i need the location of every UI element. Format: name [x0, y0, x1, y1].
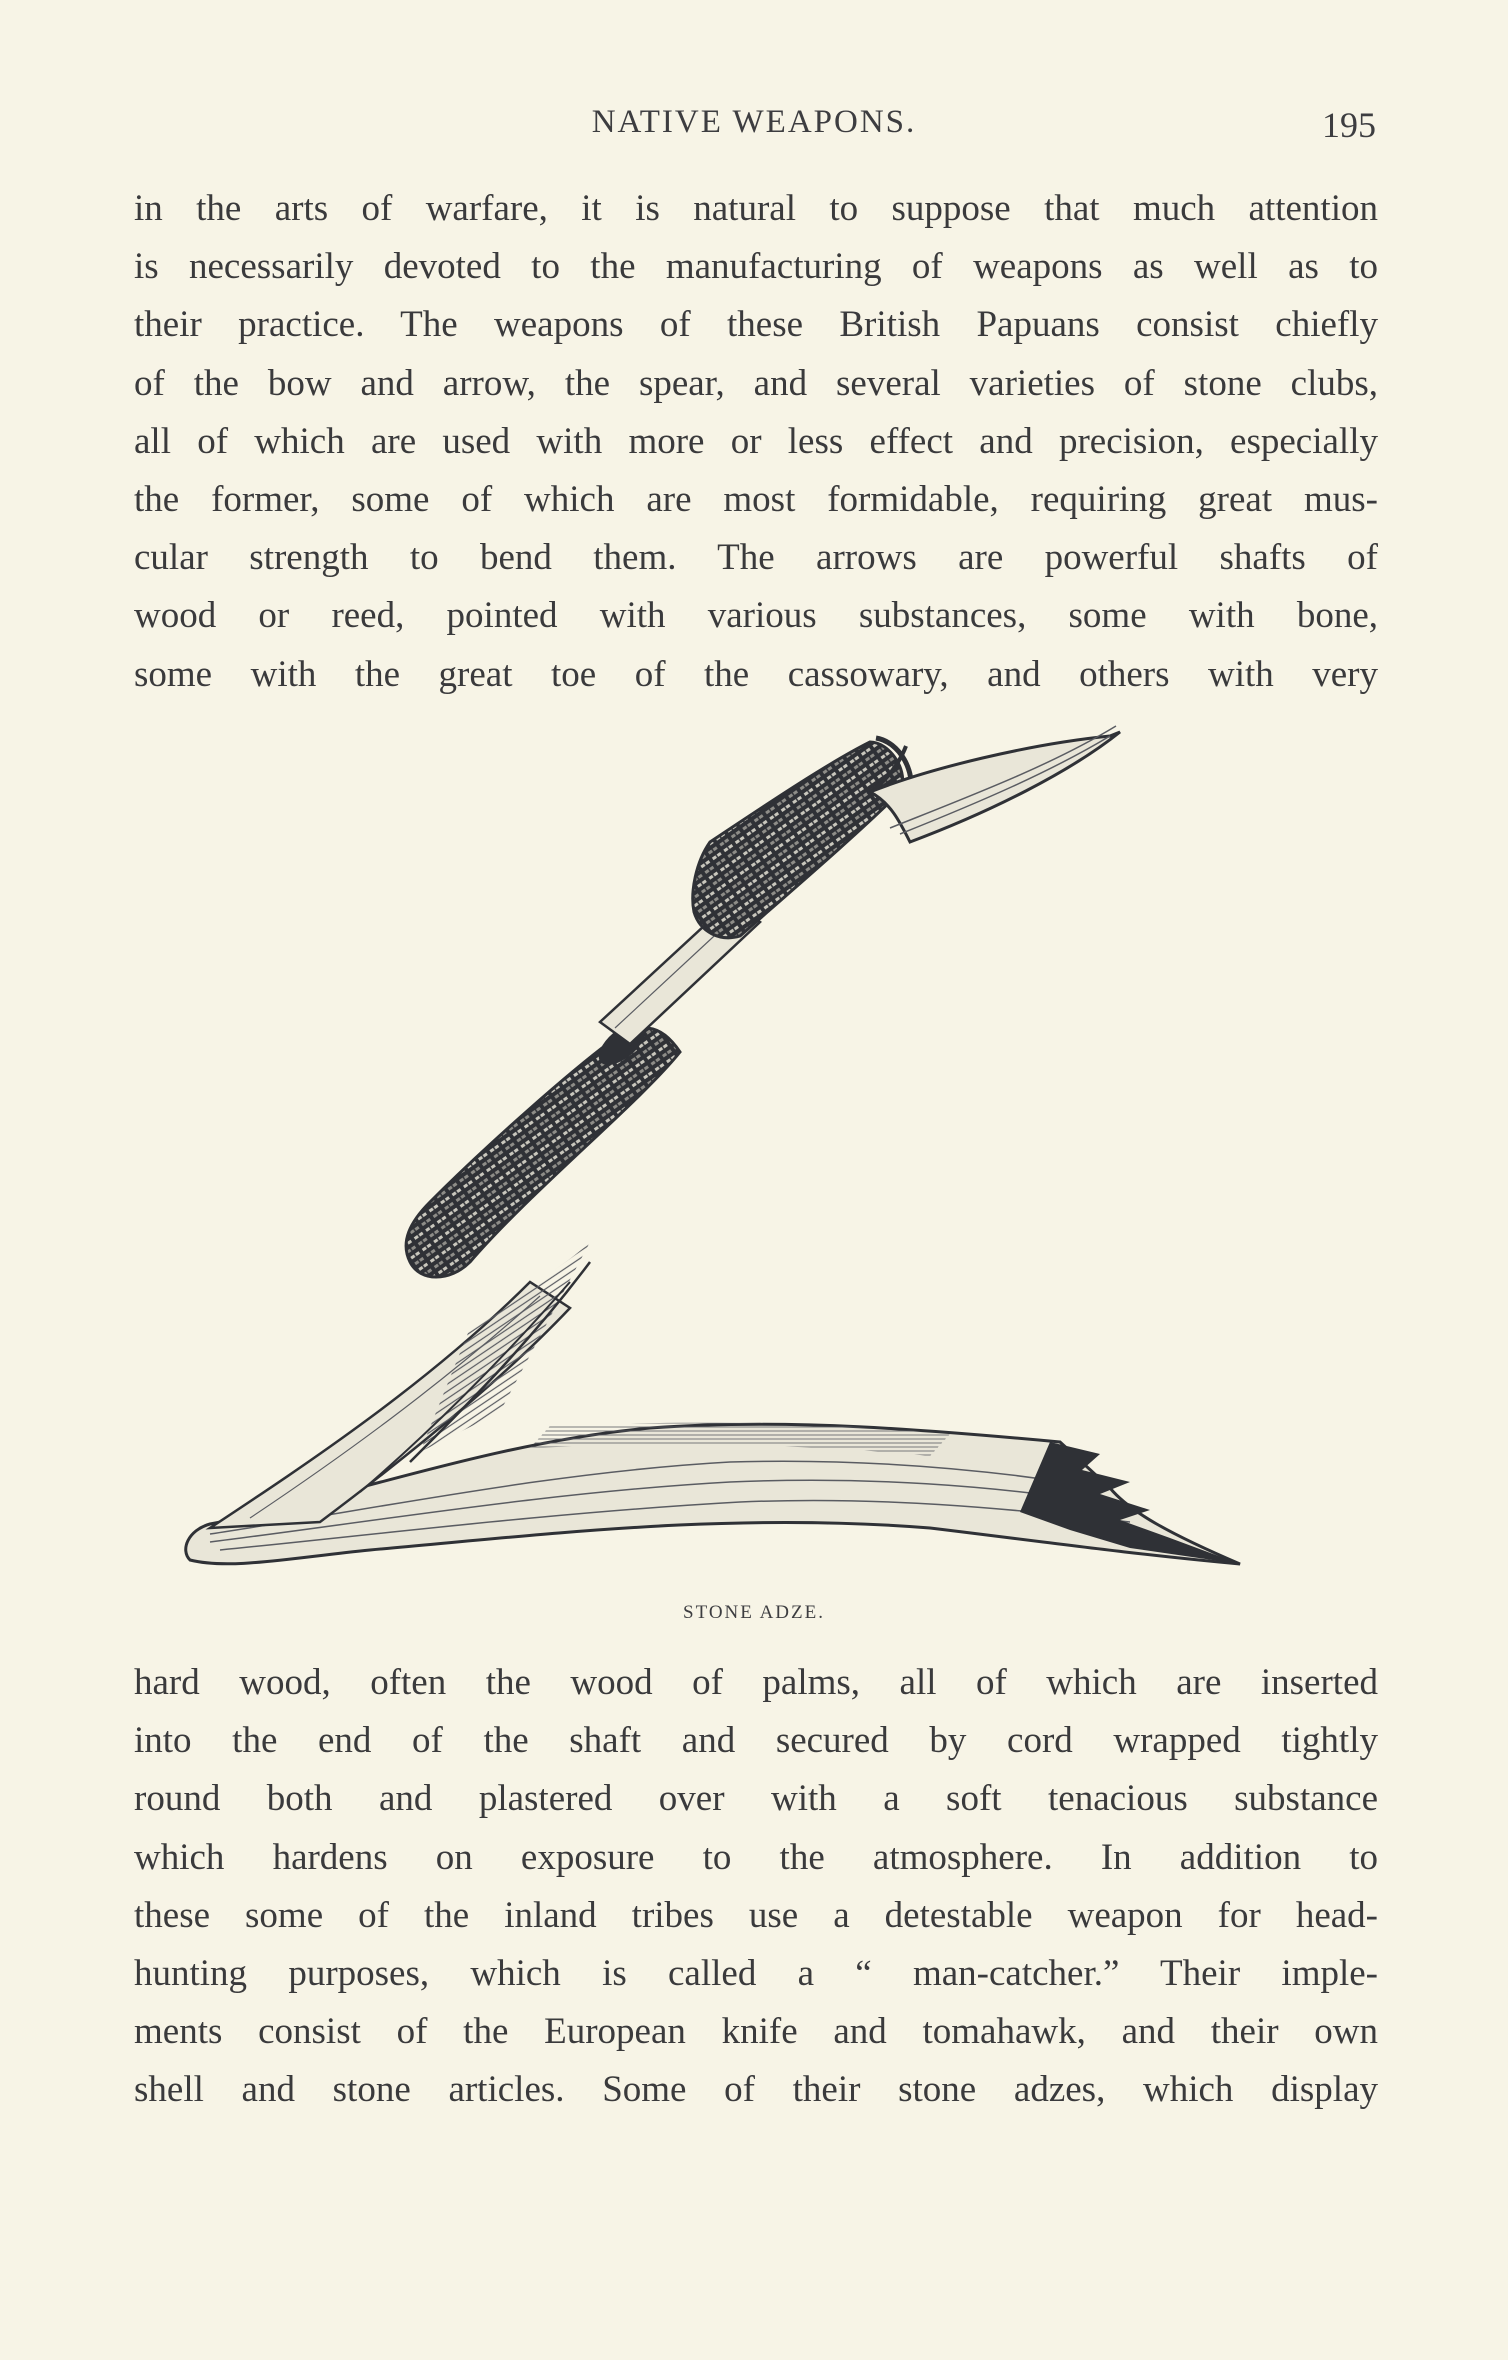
upper-binding: [693, 738, 911, 938]
text-line: which hardens on exposure to the atmosphere. In addition to: [134, 1836, 1378, 1878]
running-head: NATIVE WEAPONS.: [591, 104, 917, 140]
figure-caption: STONE ADZE.: [683, 1602, 825, 1623]
lower-binding: [406, 1015, 680, 1277]
page-number: 195: [1322, 105, 1376, 145]
text-line: the former, some of which are most formidable, requiring great mus-: [134, 479, 1378, 521]
text-line: hard wood, often the wood of palms, all of which are inserted: [134, 1662, 1378, 1703]
paragraph-top: [134, 180, 1378, 704]
stone-adze-engraving: [170, 722, 1270, 1602]
text-line: some with the great toe of the cassowary, and others with very: [134, 653, 1378, 695]
text-line: ments consist of the European knife and tomahawk, and their own: [134, 2011, 1378, 2053]
text-line: cular strength to bend them. The arrows are powerful shafts of: [134, 537, 1378, 579]
text-line: these some of the inland tribes use a detestable weapon for head-: [134, 1894, 1378, 1936]
stone-adze-illustration: [170, 722, 1270, 1602]
text-line: shell and stone articles. Some of their stone adzes, which display: [134, 2069, 1378, 2111]
stone-blade: [870, 726, 1120, 842]
text-line: of the bow and arrow, the spear, and several varieties of stone clubs,: [134, 362, 1378, 404]
text-line: into the end of the shaft and secured by cord wrapped tightly: [134, 1720, 1378, 1762]
text-line: round both and plastered over with a soft tenacious substance: [134, 1778, 1378, 1820]
text-line: hunting purposes, which is called a “ man-catcher.” Their imple-: [134, 1953, 1378, 1995]
text-line: in the arts of warfare, it is natural to suppose that much attention: [134, 188, 1378, 229]
text-line: is necessarily devoted to the manufacturing of weapons as well as to: [134, 246, 1378, 288]
text-line: wood or reed, pointed with various substances, some with bone,: [134, 595, 1378, 637]
text-line: all of which are used with more or less effect and precision, especially: [134, 420, 1378, 462]
paragraph-bottom: [134, 1654, 1378, 2120]
text-line: their practice. The weapons of these British Papuans consist chiefly: [134, 304, 1378, 346]
page-header: [0, 100, 1508, 150]
